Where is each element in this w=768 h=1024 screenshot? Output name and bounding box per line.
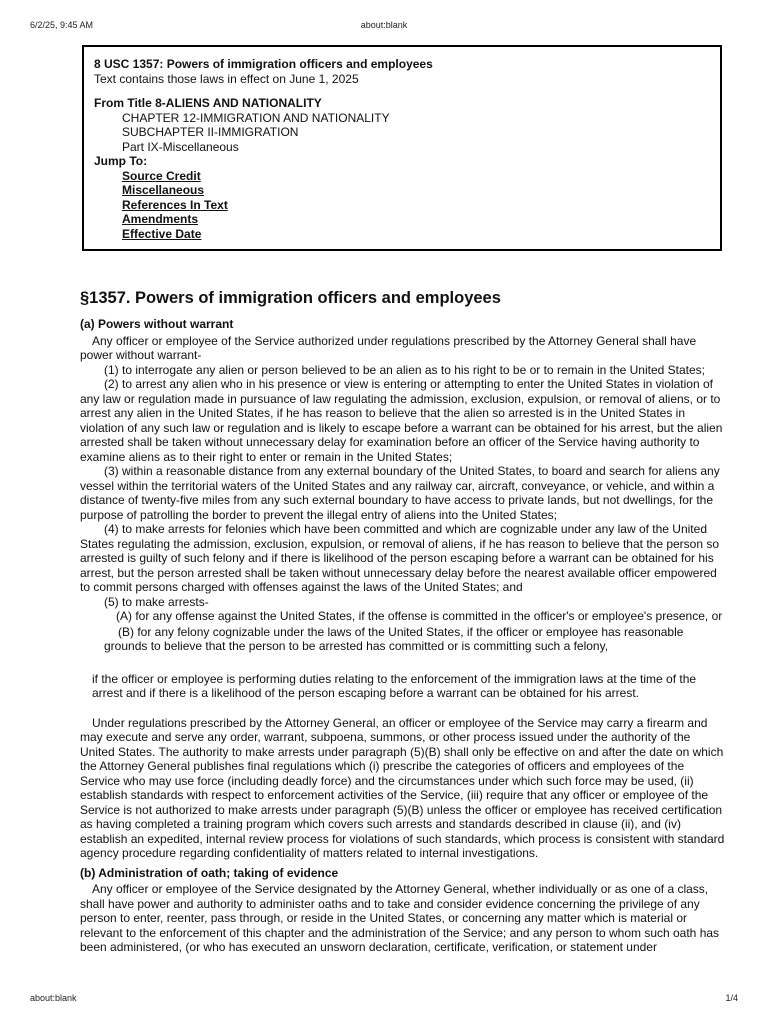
print-datetime: 6/2/25, 9:45 AM [30,20,94,30]
from-title [94,96,710,111]
from-title-prefix: From Title 8- [94,96,166,110]
paragraph-a5: (5) to make arrests- [104,594,209,609]
part-line: Part IX-Miscellaneous [122,139,239,154]
page-number: 1/4 [725,993,738,1003]
jump-link-miscellaneous[interactable]: Miscellaneous [122,183,205,197]
print-footer [30,993,738,1005]
jump-link-amendments[interactable]: Amendments [122,212,199,226]
subsection-b-text: Any officer or employee of the Service designated by the Attorney General, whether individually or as one of a class, shall have power and authority to administer oaths and to take and consider evidence concerning the privilege of any person to enter, reenter, pass through, or reside in the United States, or concerning any matter which is material or relevant to the enforcement of this chapter and the administration of the Service; and any person to whom such oath has been administered, (or who has executed an unsworn declaration, certificate, verification, or statement under [80,882,720,954]
section-body [80,288,725,955]
print-header [30,20,738,32]
subsection-b-heading: (b) Administration of oath; taking of evidence [80,865,339,880]
subparagraph-a5B: (B) for any felony cognizable under the laws of the United States, if the officer or employee has reasonable grounds to believe that the person to be arrested has committed or is committing such a felony, [104,624,684,653]
document-info-box [82,45,722,251]
print-url: about:blank [30,993,77,1003]
jump-to-label: Jump To: [94,154,148,168]
paragraph-a1: (1) to interrogate any alien or person believed to be an alien as to his right to be or to remain in the United States; [104,362,706,377]
paragraph-a2: (2) to arrest any alien who in his presence or view is entering or attempting to enter the United States in violation of any law or regulation made in pursuance of law regulating the admission, exclusion, expulsion, or removal of aliens, or to arrest any alien in the United States, if he has reason to believe that the alien so arrested is in the United States in violation of any such law or regulation and is likely to escape before a warrant can be obtained for his arrest, but the alien arrested shall be taken without unnecessary delay for examination before an officer of the Service having authority to examine aliens as to their right to enter or remain in the United States; [80,377,723,464]
jump-links [94,169,710,242]
from-title-name: ALIENS AND NATIONALITY [165,96,322,110]
jump-link-effective-date[interactable]: Effective Date [122,226,202,241]
subparagraph-a5A: (A) for any offense against the United States, if the offense is committed in the officer's or employee's presence, or [116,609,723,623]
paragraph-a-flush: if the officer or employee is performing duties relating to the enforcement of the immigration laws at the time of the arrest and if there is a likelihood of the person escaping before a warrant can be obtained for his arrest. [92,671,697,700]
subchapter-line: SUBCHAPTER II-IMMIGRATION [122,125,299,139]
jump-link-source-credit[interactable]: Source Credit [122,168,201,183]
jump-link-references-in-text[interactable]: References In Text [122,197,228,212]
section-heading: §1357. Powers of immigration officers and employees [80,289,501,307]
print-page-title: about:blank [360,20,408,30]
subsection-a-heading: (a) Powers without warrant [80,317,234,331]
subsection-a-intro: Any officer or employee of the Service authorized under regulations prescribed by the Attorney General shall have power without warrant- [80,333,697,362]
paragraph-a4: (4) to make arrests for felonies which have been committed and which are cognizable under any law of the United States regulating the admission, exclusion, expulsion, or removal of aliens, if he has reason to believe that the person so arrested is guilty of such felony and if there is likelihood of the person escaping before a warrant can be obtained for his arrest, but the person arrested shall be taken without unnecessary delay before the nearest available officer empowered to commit persons charged with offenses against the laws of the United States; and [80,522,720,594]
document-subtitle: Text contains those laws in effect on June 1, 2025 [94,71,359,86]
paragraph-a3: (3) within a reasonable distance from any external boundary of the United States, to board and search for aliens any vessel within the territorial waters of the United States and any railway car, aircraft, conveyance, or vehicle, and within a distance of twenty-five miles from any such external boundary to have access to private lands, but not dwellings, for the purpose of patrolling the border to prevent the illegal entry of aliens into the United States; [80,464,720,522]
paragraph-a-regulations: Under regulations prescribed by the Attorney General, an officer or employee of the Service may carry a firearm and may execute and serve any order, warrant, subpoena, summons, or other process issued under the authority of the United States. The authority to make arrests under paragraph (5)(B) shall only be effective on and after the date on which the Attorney General publishes final regulations which (i) prescribe the categories of officers and employees of the Service who may use force (including deadly force) and the circumstances under which such force may be used, (ii) establish standards with respect to enforcement activities of the Service, (iii) require that any officer or employee of the Service is not authorized to make arrests under paragraph (5)(B) unless the officer or employee has received certification as having completed a training program which covers such arrests and standards described in clause (ii), and (iv) establish an expedited, internal review process for violations of such standards, which process is consistent with standard agency procedure regarding confidentiality of matters related to internal investigations. [80,715,725,860]
document-title: 8 USC 1357: Powers of immigration officers and employees [94,57,433,71]
chapter-line: CHAPTER 12-IMMIGRATION AND NATIONALITY [122,110,390,125]
